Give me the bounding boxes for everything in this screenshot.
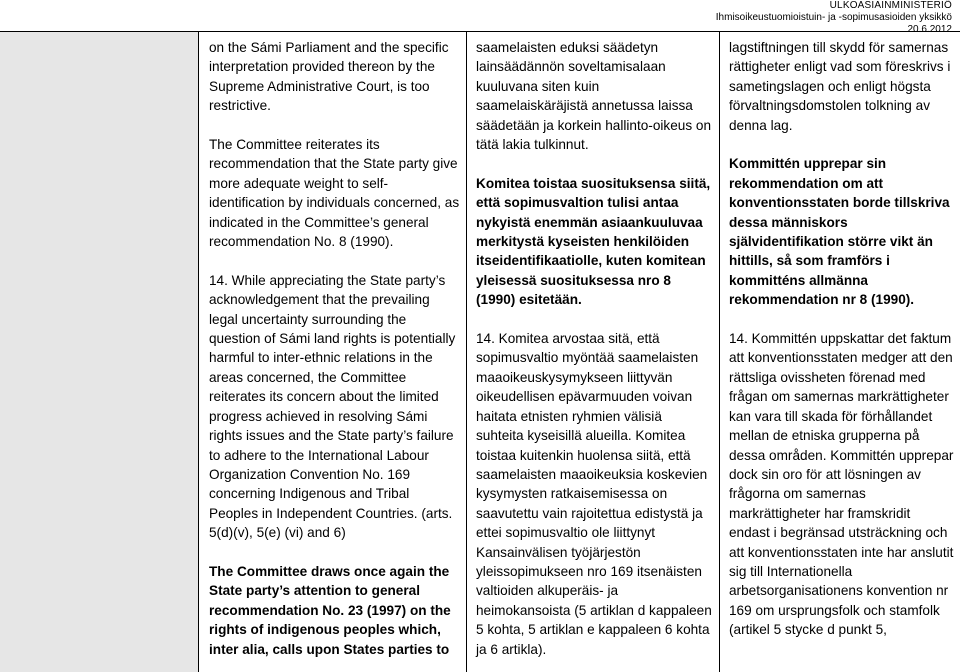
english-paragraph-3: 14. While appreciating the State party’s acknowledgement that the prevailing legal uncertainty surrounding the question of Sámi land rights is potentially harmful to inter-ethnic relations in the areas concerned, the Committee reiterates its concern about the limited progress achieved in resolving Sámi rights issues and the State party’s failure to adhere to the International Labour Organization Convention No. 169 concerning Indigenous and Tribal Peoples in Independent Countries. (arts. 5(d)(v), 5(e) (vi) and 6) — [209, 272, 456, 541]
finnish-column — [466, 32, 719, 672]
finnish-paragraph-2: Komitea toistaa suosituksensa siitä, että sopimusvaltion tulisi antaa nykyistä enemmän asiaankuuluvaa merkitystä kyseisten henkilöiden itseidentifikaatiolle, kuten komitean yleisessä suosituksessa nro 8 (1990) esitetään. — [476, 175, 711, 308]
finnish-paragraph-3: 14. Komitea arvostaa sitä, että sopimusvaltio myöntää saamelaisten maaoikeuskysymykseen liittyvän oikeudellisen epävarmuuden voivan haitata etnisten ryhmien välisiä suhteita kyseisillä alueilla. Komitea toistaa kuitenkin huolensa siitä, että saamelaisten maaoikeuksia koskevien kysymysten ratkaisemisessa on saavutettu vain rajoitettua edistystä ja ettei sopimusvaltio ole liittynyt Kansainvälisen työjärjestön yleissopimukseen nro 169 itsenäisten valtioiden alkuperäis- ja heimokansoista (5 artiklan d kappaleen 5 kohta, 5 artiklan e kappaleen 6 kohta ja 6 artikla). — [476, 331, 712, 657]
english-paragraph-2: The Committee reiterates its recommendation that the State party give more adequate weight to self-identification by individuals concerned, as indicated in the Committee’s general recommendation No. 8 (1990). — [209, 137, 460, 250]
document-date: 20.6.2012 — [907, 24, 952, 35]
english-paragraph-1: on the Sámi Parliament and the specific interpretation provided thereon by the Supreme Administrative Court, is too restrictive. — [209, 40, 449, 114]
finnish-paragraph-1: saamelaisten eduksi säädetyn lainsäädännön soveltamisalaan kuuluvana siten kuin saamelaiskäräjistä annetussa laissa säädetään ja korkein hallinto-oikeus on tätä lakia tulkinnut. — [476, 40, 712, 153]
comparison-table — [0, 31, 960, 672]
unit-name: Ihmisoikeustuomioistuin- ja -sopimusasioiden yksikkö — [715, 12, 952, 23]
english-paragraph-4: The Committee draws once again the State party’s attention to general recommendation No. 23 (1997) on the rights of indigenous peoples which, inter alia, calls upon States parties to — [209, 563, 451, 657]
swedish-paragraph-1: lagstiftningen till skydd för samernas rättigheter enligt vad som föreskrivs i sametingslagen och enligt högsta förvaltningsdomstolen tolkning av denna lag. — [729, 40, 951, 133]
swedish-paragraph-3: 14. Kommittén uppskattar det faktum att konventionsstaten medger att den rättsliga ovissheten förenad med frågan om samernas markrättigheter kan vara till skada för förhållandet mellan de etniska grupperna på dessa områden. Kommittén upprepar dock sin oro för att lösningen av frågorna om samernas markrättigheter har framskridit endast i begränsad utsträckning och att konventionsstaten inte har anslutit sig till Internationella arbetsorganisationens konvention nr 169 om ursprungsfolk och stamfolk (artikel 5 stycke d punkt 5, — [729, 331, 954, 638]
swedish-paragraph-2: Kommittén upprepar sin rekommendation om att konventionsstaten borde tillskriva dessa människors självidentifikation större vikt än hittills, så som framförs i kommitténs allmänna rekommendation nr 8 (1990). — [729, 156, 950, 308]
swedish-column — [719, 32, 960, 672]
ministry-name: ULKOASIAINMINISTERIÖ — [829, 0, 952, 11]
stub-column — [0, 32, 198, 672]
english-column — [198, 32, 466, 672]
